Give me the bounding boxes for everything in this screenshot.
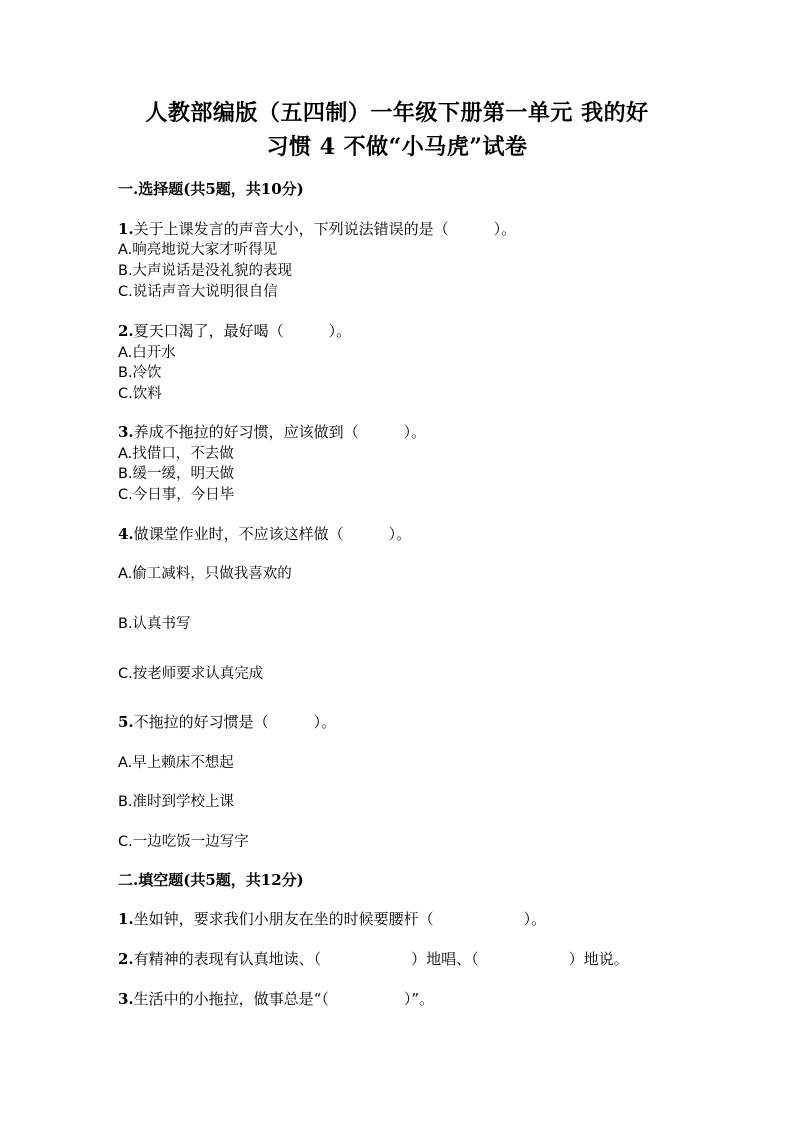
option-a: A.早上赖床不想起 [118, 755, 234, 771]
option-c: C.按老师要求认真完成 [118, 666, 264, 682]
fill-question-1 [118, 908, 546, 929]
option-c: C.说话声音大说明很自信 [118, 284, 278, 300]
question-4 [118, 523, 411, 544]
question-3 [118, 421, 426, 442]
question-text: 不拖拉的好习惯是（ ）。 [133, 713, 337, 731]
question-number: 3. [118, 423, 134, 441]
question-number: 1. [118, 220, 134, 238]
question-text: 夏天口渴了，最好喝（ ）。 [133, 322, 352, 340]
question-number: 4. [118, 525, 134, 543]
option-b: B.缓一缓，明天做 [118, 466, 235, 482]
question-number: 1. [118, 910, 134, 928]
option-c: C.今日事，今日毕 [118, 487, 235, 503]
question-text: 生活中的小拖拉，做事总是“（ ）”。 [133, 990, 435, 1008]
option-a: A.找借口，不去做 [118, 446, 234, 462]
question-1 [118, 218, 516, 239]
option-c: C.一边吃饭一边写字 [118, 834, 249, 850]
question-2 [118, 320, 351, 341]
option-b: B.大声说话是没礼貌的表现 [118, 263, 293, 279]
option-c: C.饮料 [118, 386, 162, 402]
option-a: A.响亮地说大家才听得见 [118, 242, 278, 258]
fill-question-3 [118, 988, 434, 1009]
question-number: 3. [118, 990, 134, 1008]
question-number: 5. [118, 713, 134, 731]
question-number: 2. [118, 322, 134, 340]
question-text: 关于上课发言的声音大小，下列说法错误的是（ ）。 [133, 220, 517, 238]
option-a: A.偷工减料，只做我喜欢的 [118, 566, 292, 582]
option-a: A.白开水 [118, 345, 176, 361]
question-text: 坐如钟，要求我们小朋友在坐的时候要腰杆（ ）。 [133, 910, 547, 928]
question-number: 2. [118, 950, 134, 968]
fill-question-2 [118, 948, 629, 969]
option-b: B.认真书写 [118, 616, 191, 632]
page-title-line-2: 习惯 4 不做“小马虎”试卷 [266, 134, 528, 160]
question-5 [118, 711, 336, 732]
option-b: B.准时到学校上课 [118, 794, 235, 810]
option-b: B.冷饮 [118, 365, 162, 381]
page-title-line-1: 人教部编版（五四制）一年级下册第一单元 我的好 [145, 100, 649, 126]
question-text: 做课堂作业时，不应该这样做（ ）。 [133, 525, 412, 543]
question-text: 有精神的表现有认真地读、（ ）地唱、（ ）地说。 [133, 950, 629, 968]
section-heading-fill-blank: 二.填空题(共5题，共12分) [118, 871, 304, 889]
question-text: 养成不拖拉的好习惯，应该做到（ ）。 [133, 423, 427, 441]
section-heading-choice: 一.选择题(共5题，共10分) [118, 180, 304, 198]
